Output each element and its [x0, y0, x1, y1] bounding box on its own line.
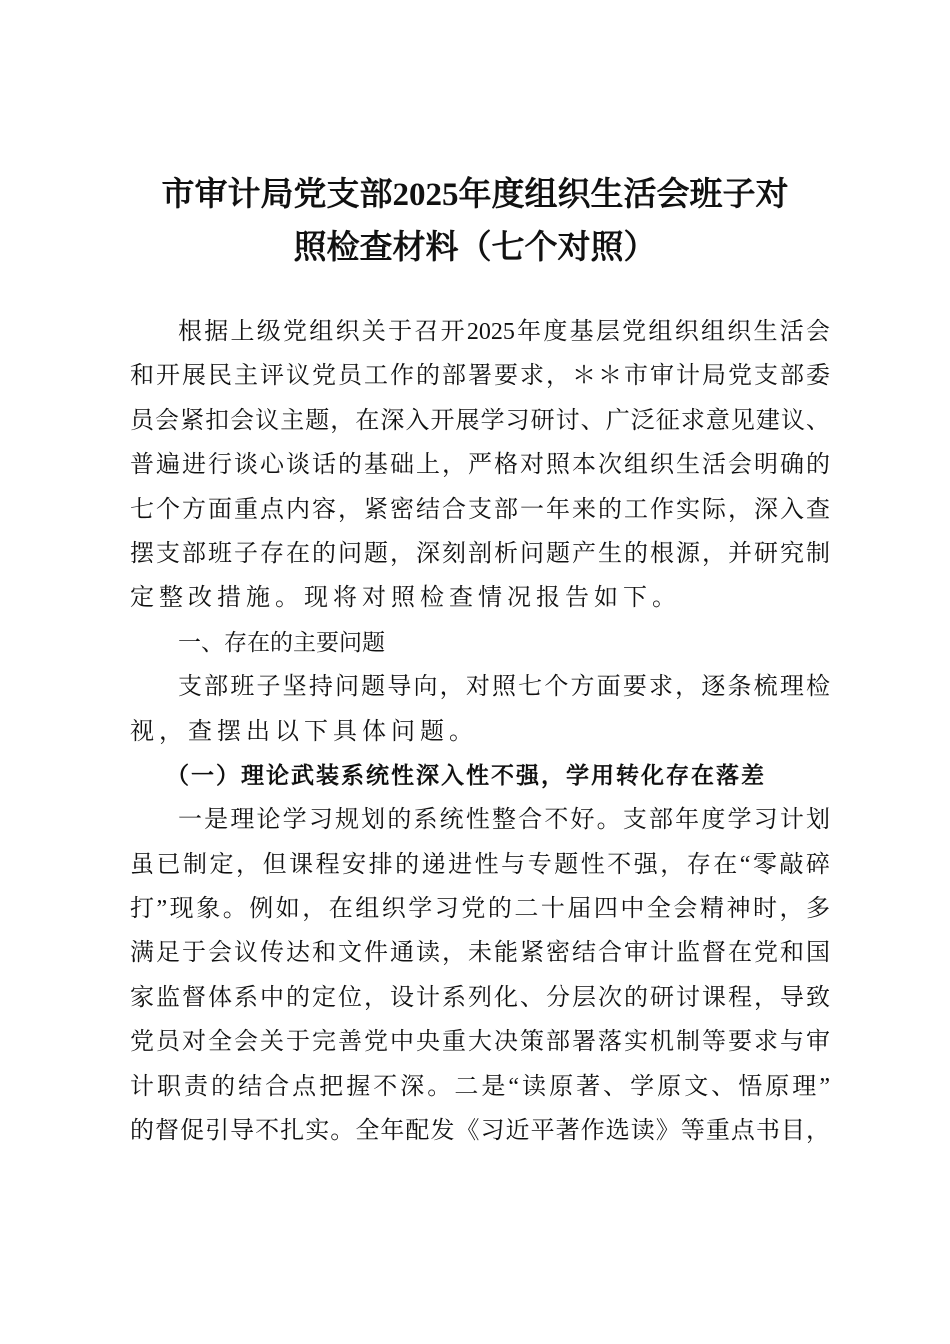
intro-line: 定整改措施。现将对照检查情况报告如下。 [130, 585, 681, 612]
document-title-line-1: 市审计局党支部2025年度组织生活会班子对 [161, 177, 789, 213]
intro-line: 员会紧扣会议主题，在深入开展学习研讨、广泛征求意见建议、 [130, 407, 830, 434]
intro-line: 普遍进行谈心谈话的基础上，严格对照本次组织生活会明确的 [130, 452, 830, 479]
item-line: 虽已制定，但课程安排的递进性与专题性不强，存在“零敲碎 [130, 851, 830, 878]
section-intro-line: 支部班子坚持问题导向，对照七个方面要求，逐条梳理检 [178, 674, 830, 701]
subsection-heading: （一）理论武装系统性深入性不强，学用转化存在落差 [166, 762, 766, 788]
document-body [130, 310, 830, 1153]
intro-line: 摆支部班子存在的问题，深刻剖析问题产生的根源，并研究制 [130, 540, 830, 567]
item-line: 一是理论学习规划的系统性整合不好。支部年度学习计划 [178, 807, 830, 834]
section-intro-line: 视，查摆出以下具体问题。 [130, 718, 478, 745]
item-line: 打”现象。例如，在组织学习党的二十届四中全会精神时，多 [130, 896, 830, 923]
intro-line: 根据上级党组织关于召开2025年度基层党组织组织生活会 [178, 319, 830, 345]
item-line: 计职责的结合点把握不深。二是“读原著、学原文、悟原理” [130, 1073, 830, 1100]
item-line: 满足于会议传达和文件通读，未能紧密结合审计监督在党和国 [130, 940, 830, 967]
item-line: 党员对全会关于完善党中央重大决策部署落实机制等要求与审 [130, 1029, 830, 1056]
intro-line: 七个方面重点内容，紧密结合支部一年来的工作实际，深入查 [130, 496, 830, 523]
section-heading: 一、存在的主要问题 [178, 629, 385, 656]
document-title-line-2: 照检查材料（七个对照） [293, 230, 657, 266]
intro-line: 和开展民主评议党员工作的部署要求，＊＊市审计局党支部委 [130, 363, 830, 390]
item-line: 家监督体系中的定位，设计系列化、分层次的研讨课程，导致 [130, 984, 830, 1011]
item-line: 的督促引导不扎实。全年配发《习近平著作选读》等重点书目， [130, 1118, 830, 1145]
